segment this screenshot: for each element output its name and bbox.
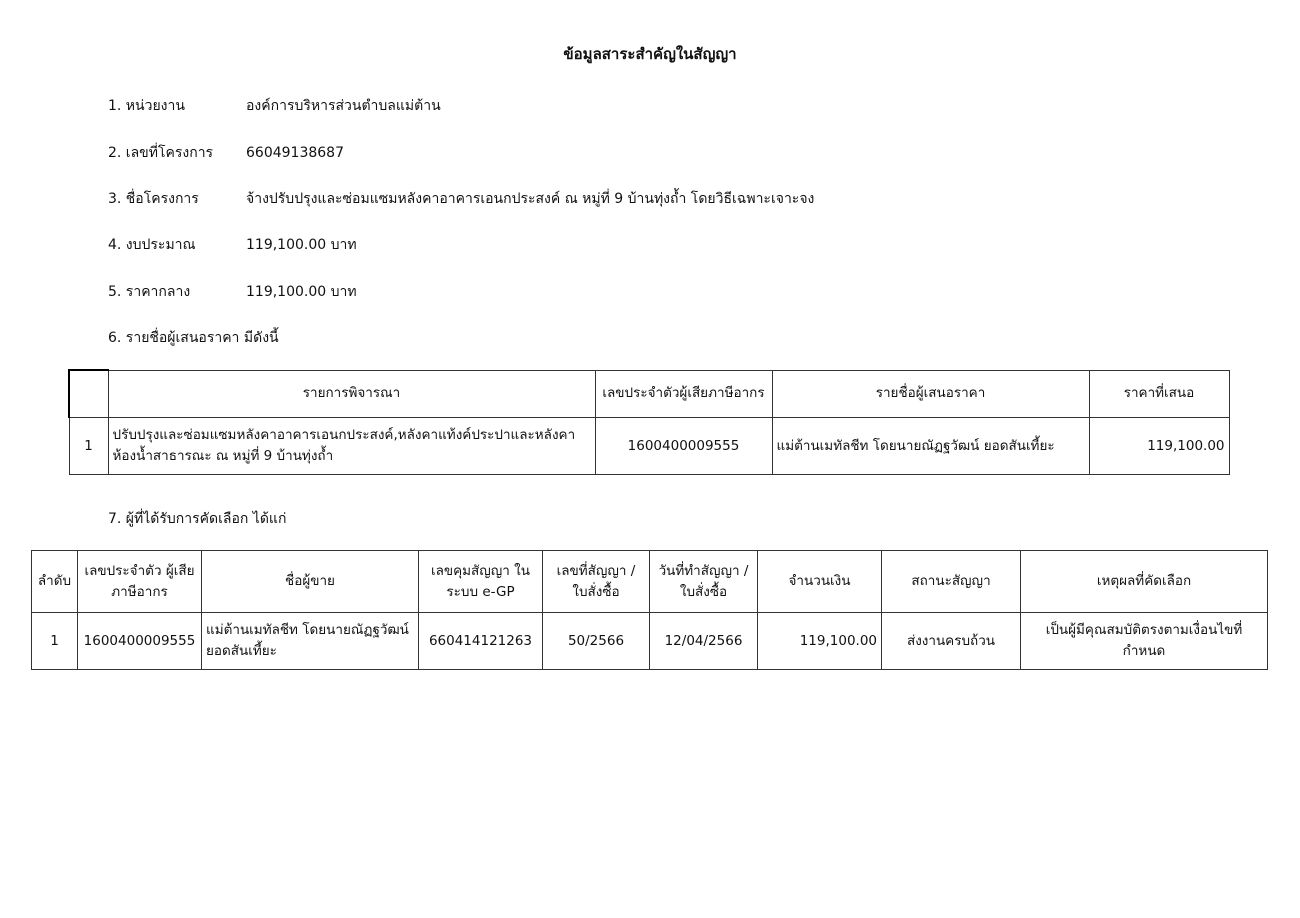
row-number: 1 bbox=[32, 613, 78, 670]
info-value: 119,100.00 บาท bbox=[246, 284, 357, 300]
table-header-cell: เลขคุมสัญญา ในระบบ e-GP bbox=[419, 551, 543, 613]
table-header-cell: ลำดับ bbox=[32, 551, 78, 613]
contract-status: ส่งงานครบถ้วน bbox=[882, 613, 1021, 670]
table-header-cell: จำนวนเงิน bbox=[758, 551, 882, 613]
table-header-cell: ชื่อผู้ขาย bbox=[202, 551, 419, 613]
bid-price: 119,100.00 bbox=[1089, 418, 1229, 475]
bidder-name: แม่ต้านเมทัลชีท โดยนายณัฏฐวัฒน์ ยอดสันเที้ยะ bbox=[772, 418, 1089, 475]
table-header-cell: เหตุผลที่คัดเลือก bbox=[1021, 551, 1268, 613]
document-title: ข้อมูลสาระสำคัญในสัญญา bbox=[563, 45, 737, 63]
item-description: ปรับปรุงและซ่อมแซมหลังคาอาคารเอนกประสงค์,หลังคาแท้งค์ประปาและหลังคาห้องน้ำสาธารณะ ณ หมู่ที่ 9 บ้านทุ่งถ้ำ bbox=[108, 418, 595, 475]
table-header-cell bbox=[69, 370, 108, 418]
seller-name: แม่ต้านเมทัลชีท โดยนายณัฏฐวัฒน์ ยอดสันเที้ยะ bbox=[202, 613, 419, 670]
contract-date: 12/04/2566 bbox=[650, 613, 758, 670]
bidders-table bbox=[68, 369, 1230, 475]
info-value: 119,100.00 บาท bbox=[246, 237, 357, 253]
info-value: องค์การบริหารส่วนตำบลแม่ต้าน bbox=[246, 98, 441, 114]
table-row bbox=[32, 613, 1268, 670]
info-label: 3. ชื่อโครงการ bbox=[108, 191, 199, 207]
info-value: จ้างปรับปรุงและซ่อมแซมหลังคาอาคารเอนกประสงค์ ณ หมู่ที่ 9 บ้านทุ่งถ้ำ โดยวิธีเฉพาะเจาะจง bbox=[246, 191, 815, 207]
contract-amount: 119,100.00 bbox=[758, 613, 882, 670]
info-row-project-name bbox=[108, 188, 814, 210]
table-header-cell: รายการพิจารณา bbox=[108, 370, 595, 418]
table-header-cell: รายชื่อผู้เสนอราคา bbox=[772, 370, 1089, 418]
info-label: 5. ราคากลาง bbox=[108, 284, 191, 300]
table-header-cell: สถานะสัญญา bbox=[882, 551, 1021, 613]
table-header-row bbox=[32, 551, 1268, 613]
section-7-label: 7. ผู้ที่ได้รับการคัดเลือก ได้แก่ bbox=[108, 511, 287, 527]
table-header-cell: ราคาที่เสนอ bbox=[1089, 370, 1229, 418]
info-label: 4. งบประมาณ bbox=[108, 237, 196, 253]
contract-number: 50/2566 bbox=[543, 613, 650, 670]
info-row-agency bbox=[108, 95, 441, 117]
table-header-cell: เลขประจำตัว ผู้เสียภาษีอากร bbox=[78, 551, 202, 613]
info-label: 2. เลขที่โครงการ bbox=[108, 145, 214, 161]
table-header-cell: วันที่ทำสัญญา / ใบสั่งซื้อ bbox=[650, 551, 758, 613]
info-row-project-no bbox=[108, 142, 344, 164]
tax-id: 1600400009555 bbox=[78, 613, 202, 670]
section-6-label: 6. รายชื่อผู้เสนอราคา มีดังนี้ bbox=[108, 330, 279, 346]
table-header-row bbox=[69, 370, 1229, 418]
table-header-cell: เลขที่สัญญา / ใบสั่งซื้อ bbox=[543, 551, 650, 613]
info-row-budget bbox=[108, 234, 357, 256]
info-value: 66049138687 bbox=[246, 145, 344, 161]
row-number: 1 bbox=[69, 418, 108, 475]
selected-table bbox=[31, 550, 1268, 670]
table-header-cell: เลขประจำตัวผู้เสียภาษีอากร bbox=[595, 370, 772, 418]
info-label: 1. หน่วยงาน bbox=[108, 98, 185, 114]
tax-id: 1600400009555 bbox=[595, 418, 772, 475]
egp-control-number: 660414121263 bbox=[419, 613, 543, 670]
info-row-median-price bbox=[108, 281, 357, 303]
selection-reason: เป็นผู้มีคุณสมบัติตรงตามเงื่อนไขที่กำหนด bbox=[1021, 613, 1268, 670]
table-row bbox=[69, 418, 1229, 475]
